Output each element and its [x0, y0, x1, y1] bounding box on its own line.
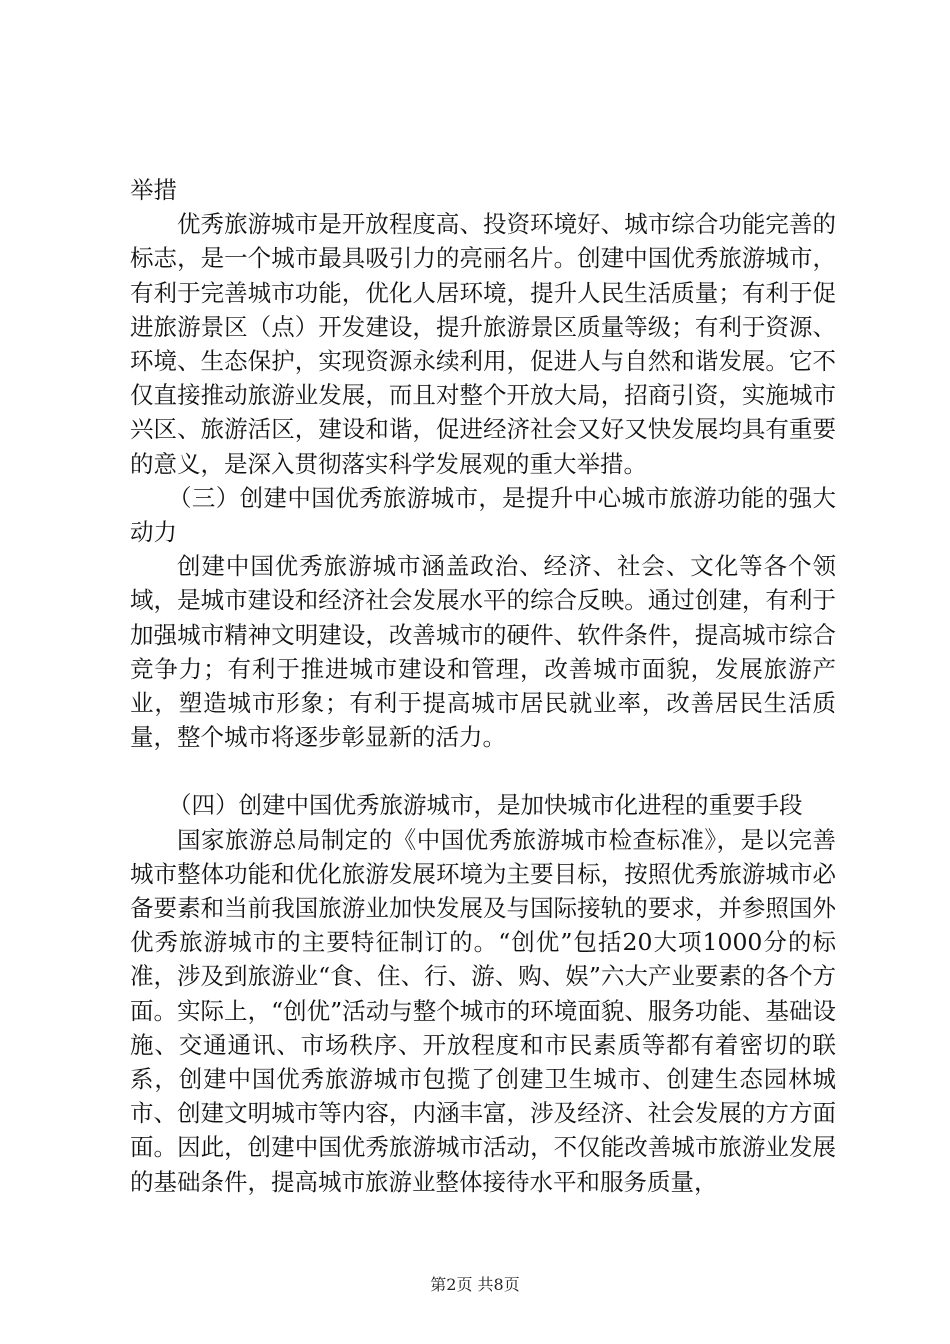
section-heading-3: （三）创建中国优秀旅游城市，是提升中心城市旅游功能的强大动力 — [130, 483, 836, 547]
paragraph-body: 创建中国优秀旅游城市涵盖政治、经济、社会、文化等各个领域，是城市建设和经济社会发展水平的综合反映。通过创建，有利于加强城市精神文明建设，改善城市的硬件、软件条件，提高城市综合竞争力；有利于推进城市建设和管理，改善城市面貌，发展旅游产业，塑造城市形象；有利于提高城市居民就业率，改善居民生活质量，整个城市将逐步彰显新的活力。 — [130, 552, 836, 752]
section-heading-4: （四）创建中国优秀旅游城市，是加快城市化进程的重要手段 — [168, 791, 803, 820]
paragraph-spacer — [130, 754, 836, 788]
paragraph-body: 国家旅游总局制定的《中国优秀旅游城市检查标准》，是以完善城市整体功能和优化旅游发展环境为主要目标，按照优秀旅游城市必备要素和当前我国旅游业加快发展及与国际接轨的要求，并参照国外优秀旅游城市的主要特征制订的。“创优”包括20大项1000分的标准，涉及到旅游业“食、住、行、游、购、娱”六大产业要素的各个方面。实际上，“创优”活动与整个城市的环境面貌、服务功能、基础设施、交通通讯、市场秩序、开放程度和市民素质等都有着密切的联系，创建中国优秀旅游城市包揽了创建卫生城市、创建生态园林城市、创建文明城市等内容，内涵丰富，涉及经济、社会发展的方方面面。因此，创建中国优秀旅游城市活动，不仅能改善城市旅游业发展的基础条件，提高城市旅游业整体接待水平和服务质量， — [130, 825, 836, 1196]
paragraph-body: 优秀旅游城市是开放程度高、投资环境好、城市综合功能完善的标志，是一个城市最具吸引力的亮丽名片。创建中国优秀旅游城市，有利于完善城市功能，优化人居环境，提升人民生活质量；有利于促进旅游景区（点）开发建设，提升旅游景区质量等级；有利于资源、环境、生态保护，实现资源永续利用，促进人与自然和谐发展。它不仅直接推动旅游业发展，而且对整个开放大局，招商引资，实施城市兴区、旅游活区，建设和谐，促进经济社会又好又快发展均具有重要的意义，是深入贯彻落实科学发展观的重大举措。 — [130, 210, 836, 478]
paragraph-continuation: 举措 — [130, 176, 177, 204]
document-body — [130, 173, 836, 1199]
page-footer: 第2页 共8页 — [430, 1275, 520, 1294]
